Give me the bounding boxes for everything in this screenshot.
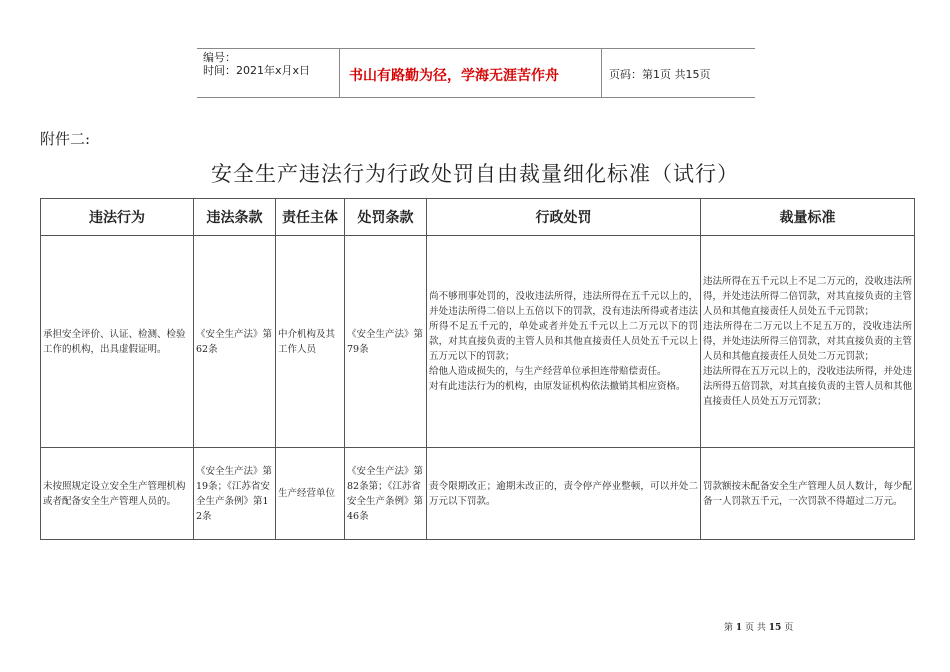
- standard-cell: [701, 448, 915, 540]
- column-header-behavior: 违法行为: [41, 199, 194, 236]
- header-divider: [601, 49, 602, 97]
- penalty-clause-cell: 《安全生产法》第82条第；《江苏省安全生产条例》第46条: [345, 448, 427, 540]
- penalty-standard-table: [40, 198, 915, 540]
- header-page-label: 页码：第1页 共15页: [609, 68, 711, 81]
- penalty-line: 尚不够刑事处罚的，没收违法所得，违法所得在五千元以上的，并处违法所得二倍以上五倍以下的罚款，没有违法所得或者违法所得不足五千元的，单处或者并处五千元以上二万元以下的罚款，对其直接负责的主管人员和其他直接责任人员处五千元以上五万元以下的罚款；: [429, 291, 698, 362]
- footer-suffix: 页: [784, 623, 794, 633]
- penalty-line: 对有此违法行为的机构，由原发证机构依法撤销其相应资格。: [429, 381, 686, 392]
- table-row: [41, 236, 915, 448]
- footer-total-pages: 15: [768, 623, 782, 633]
- footer-page-number: 1: [735, 623, 743, 633]
- standard-cell: [701, 236, 915, 448]
- time-label: 时间：2021年x月x日: [203, 64, 311, 77]
- penalty-cell: [427, 236, 701, 448]
- attachment-label: 附件二:: [40, 130, 91, 148]
- header-motto: 书山有路勤为径，学海无涯苦作舟: [349, 68, 559, 84]
- penalty-line: 给他人造成损失的，与生产经营单位承担连带赔偿责任。: [429, 366, 667, 377]
- standard-line: 罚款额按未配备安全生产管理人员人数计，每少配备一人罚款五千元，一次罚款不得超过二万元。: [703, 480, 913, 507]
- footer-prefix: 第: [724, 623, 734, 633]
- column-header-penalty-clause: 处罚条款: [345, 199, 427, 236]
- column-header-subject: 责任主体: [276, 199, 345, 236]
- header-meta: [197, 49, 340, 97]
- table-header-row: [41, 199, 915, 236]
- column-header-clause: 违法条款: [194, 199, 276, 236]
- standard-line: 违法所得在五万元以上的，没收违法所得，并处违法所得五倍罚款，对其直接负责的主管人员和其他直接责任人员处五万元罚款；: [703, 366, 913, 407]
- footer-mid: 页 共: [745, 623, 766, 633]
- penalty-clause-cell: 《安全生产法》第79条: [345, 236, 427, 448]
- behavior-cell: 未按照规定设立安全生产管理机构或者配备安全生产管理人员的。: [41, 448, 194, 540]
- table-row: [41, 448, 915, 540]
- penalty-cell: [427, 448, 701, 540]
- column-header-standard: 裁量标准: [701, 199, 915, 236]
- column-header-penalty: 行政处罚: [427, 199, 701, 236]
- standard-line: 违法所得在二万元以上不足五万的，没收违法所得，并处违法所得三倍罚款，对其直接负责的主管人员和其他直接责任人员处二万元罚款；: [703, 321, 913, 362]
- document-header: [197, 48, 755, 98]
- subject-cell: 生产经营单位: [276, 448, 345, 540]
- subject-cell: 中介机构及其工作人员: [276, 236, 345, 448]
- penalty-line: 责令限期改正；逾期未改正的，责令停产停业整顿，可以并处二万元以下罚款。: [429, 480, 698, 507]
- code-label: 编号：: [203, 51, 236, 64]
- page-footer: [724, 620, 793, 633]
- page-title: 安全生产违法行为行政处罚自由裁量细化标准（试行）: [211, 162, 739, 186]
- clause-cell: 《安全生产法》第62条: [194, 236, 276, 448]
- standard-line: 违法所得在五千元以上不足二万元的，没收违法所得，并处违法所得二倍罚款，对其直接负责的主管人员和其他直接责任人员处五千元罚款；: [703, 276, 913, 317]
- behavior-cell: 承担安全评价、认证、检测、检验工作的机构，出具虚假证明。: [41, 236, 194, 448]
- clause-cell: 《安全生产法》第19条；《江苏省安全生产条例》第12条: [194, 448, 276, 540]
